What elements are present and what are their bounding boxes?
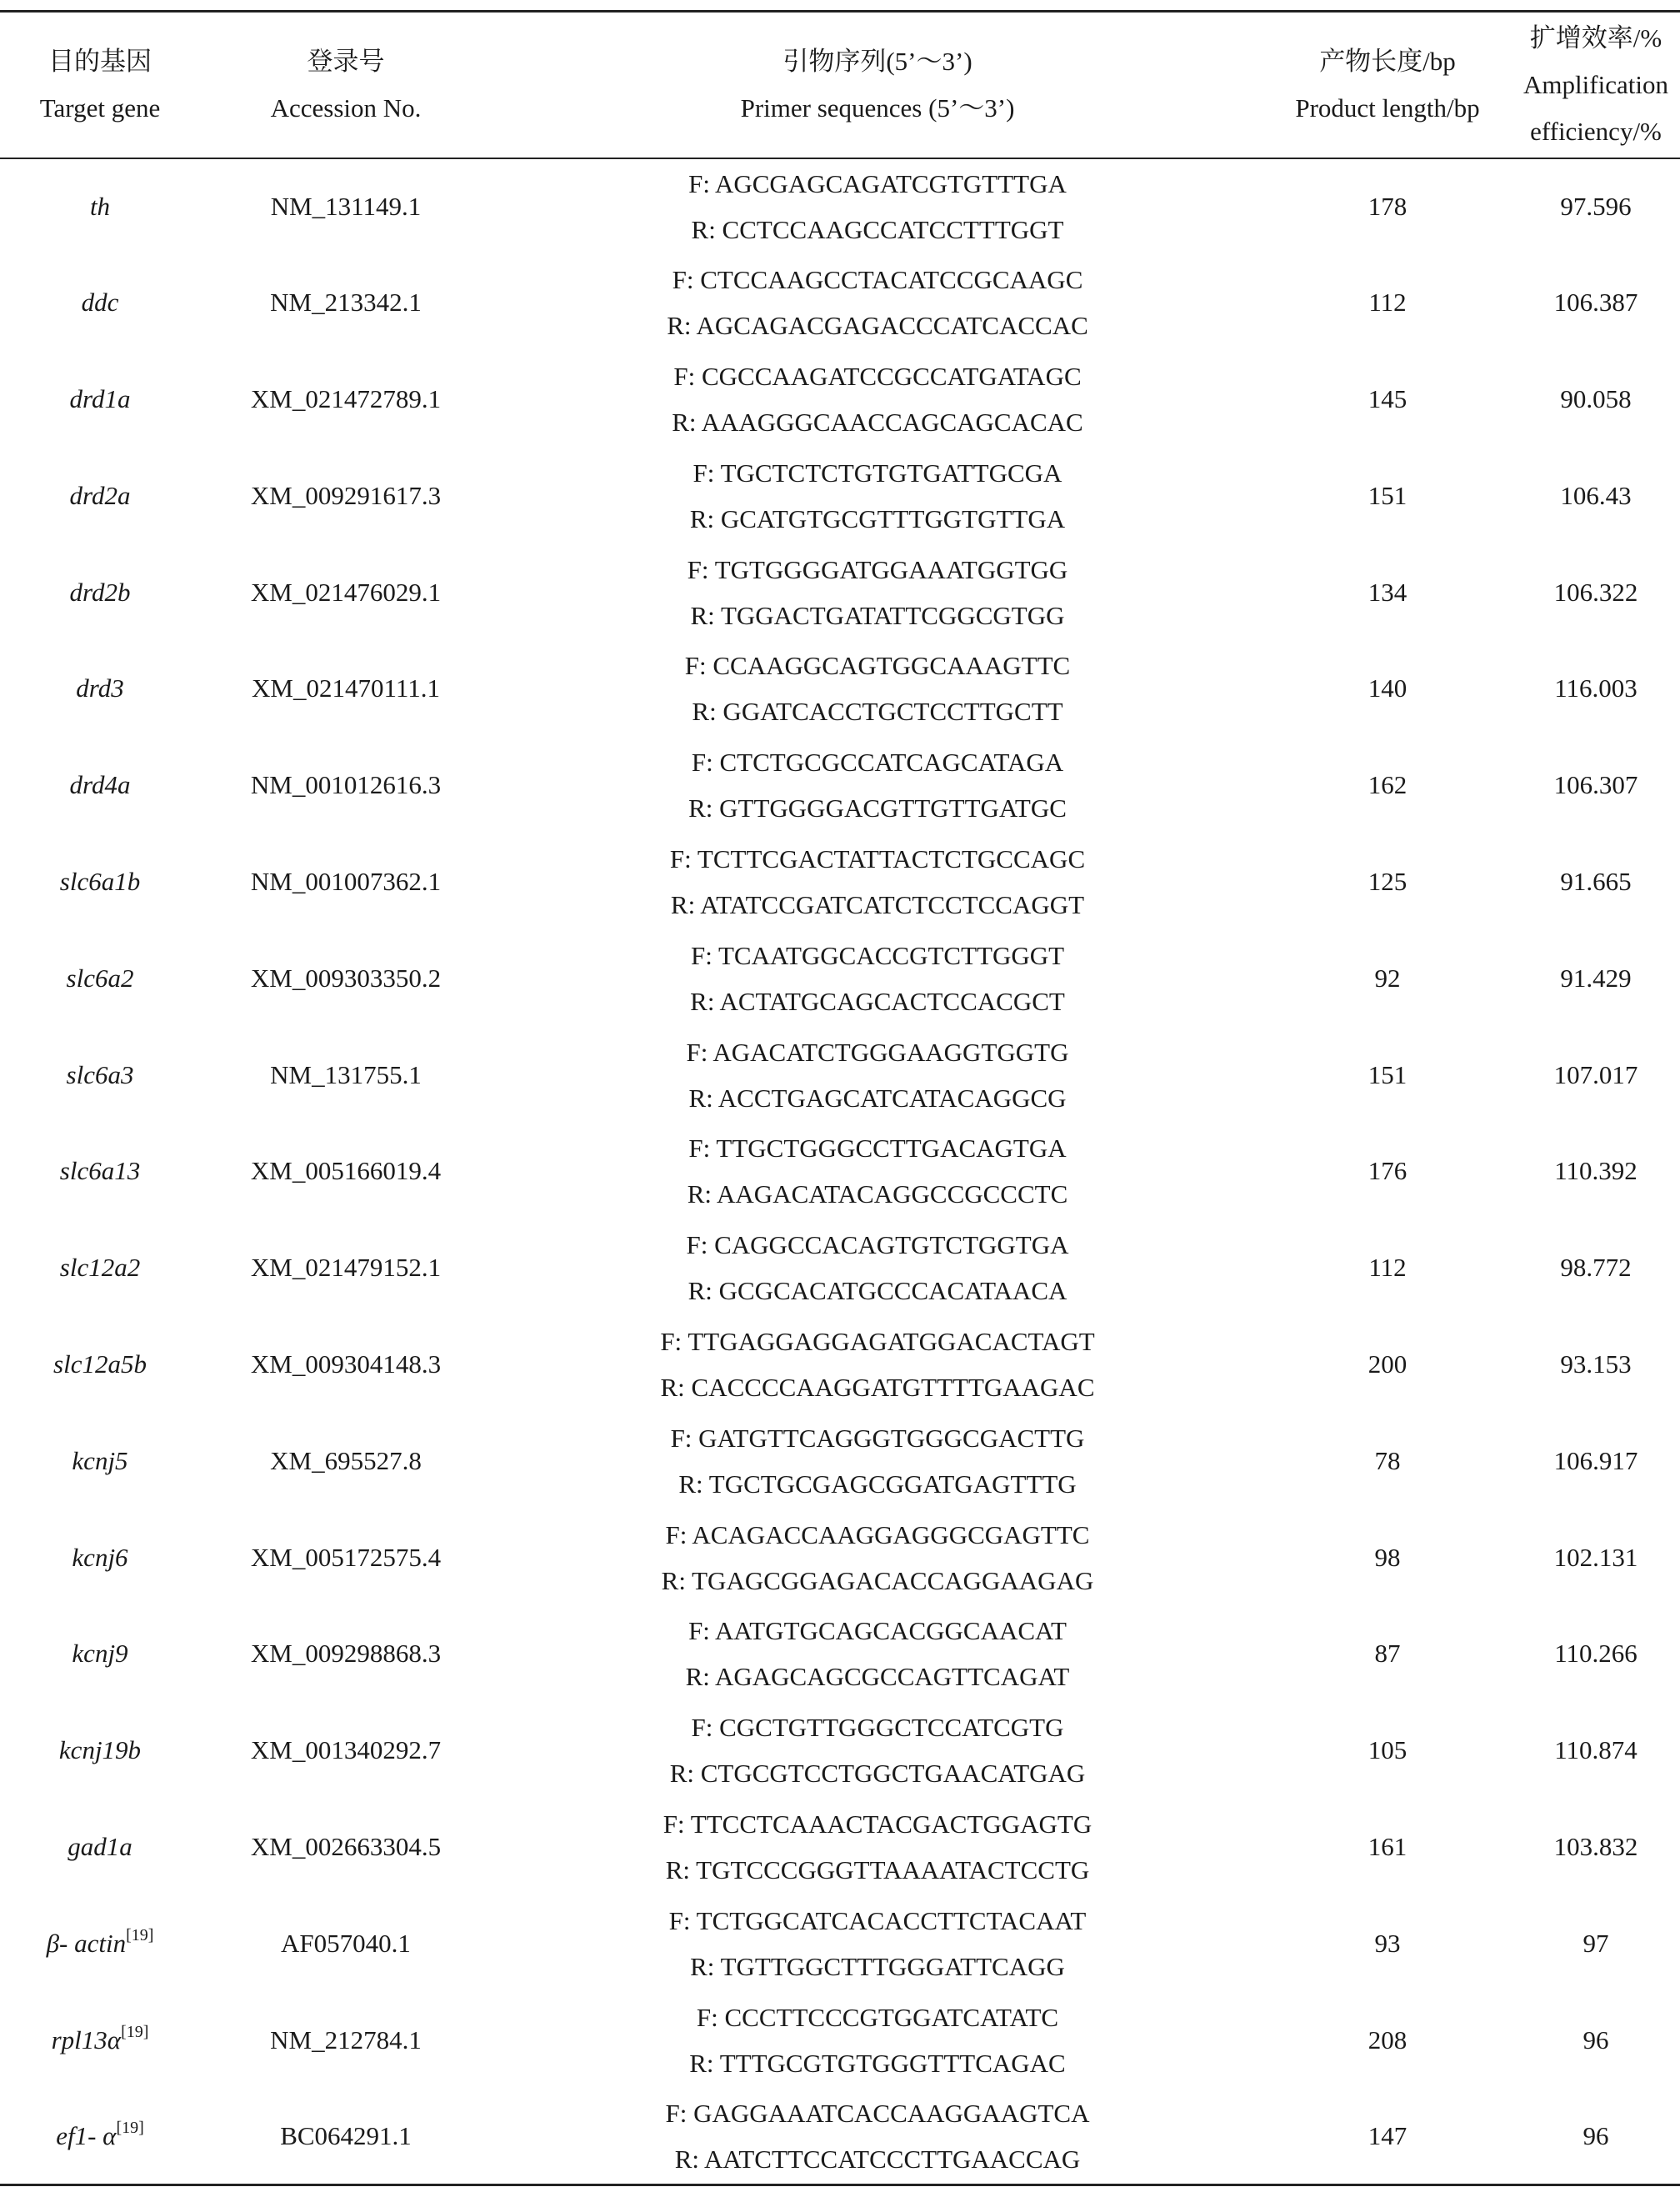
forward-primer: F: GAGGAAATCACCAAGGAAGTCA: [665, 2098, 1090, 2128]
gene-cell: [0, 930, 200, 1027]
accession-cell: BC064291.1: [200, 2088, 492, 2184]
gene-name: rpl13α: [51, 2024, 122, 2054]
accession-cell: XM_009298868.3: [250, 1639, 442, 1669]
header-product-length: [1263, 12, 1512, 158]
gene-cell: [0, 1413, 200, 1509]
accession-cell: XM_021479152.1: [250, 1253, 442, 1283]
gene-name: kcnj6: [72, 1542, 128, 1572]
table-row: [0, 351, 1680, 448]
gene-cell: [0, 158, 200, 255]
primer-cell: [492, 640, 1263, 737]
gene-reference: [19]: [126, 1925, 154, 1944]
forward-primer: F: TTGAGGAGGAGATGGACACTAGT: [660, 1326, 1095, 1356]
accession-cell: XM_001340292.7: [250, 1735, 442, 1765]
product-length-cell: 134: [1368, 577, 1408, 607]
efficiency-cell: 97: [1582, 1928, 1609, 1958]
accession-cell: XM_002663304.5: [250, 1831, 442, 1861]
header-efficiency: [1512, 12, 1680, 158]
table-row: [0, 1895, 1680, 1992]
reverse-primer: R: ACTATGCAGCACTCCACGCT: [690, 986, 1065, 1016]
header-target-gene: [0, 12, 200, 158]
forward-primer: F: CCAAGGCAGTGGCAAAGTTC: [684, 651, 1071, 681]
product-length-cell: 147: [1263, 2088, 1512, 2184]
gene-cell: [0, 737, 200, 833]
reverse-primer: R: ACCTGAGCATCATACAGGCG: [688, 1083, 1067, 1113]
efficiency-cell: 93.153: [1560, 1349, 1632, 1379]
accession-cell: NM_131149.1: [270, 191, 422, 221]
accession-cell: XM_005166019.4: [250, 1156, 442, 1186]
forward-primer: F: TCTTCGACTATTACTCTGCCAGC: [669, 843, 1086, 873]
product-length-cell: 161: [1368, 1831, 1408, 1861]
gene-name: ef1- α: [56, 2120, 117, 2150]
gene-name: slc6a13: [59, 1156, 141, 1186]
accession-cell: XM_695527.8: [270, 1445, 422, 1475]
header-target-gene-en: Target gene: [39, 93, 161, 123]
accession-cell: NM_001007362.1: [250, 866, 442, 896]
gene-name: drd2b: [69, 577, 131, 607]
product-length-cell: 178: [1368, 191, 1408, 221]
gene-name: th: [89, 191, 111, 221]
gene-name: drd2a: [69, 480, 131, 510]
header-product-length-zh: 产物长度/bp: [1319, 46, 1456, 76]
forward-primer: F: CTCCAAGCCTACATCCGCAAGC: [672, 265, 1083, 295]
efficiency-cell: 110.392: [1554, 1156, 1638, 1186]
table-row: [0, 1413, 1680, 1509]
gene-reference: [19]: [116, 2118, 144, 2137]
primer-cell: [492, 254, 1263, 351]
product-length-cell: 87: [1374, 1639, 1401, 1669]
reverse-primer: R: GTTGGGGACGTTGTTGATGC: [688, 793, 1067, 823]
table-row: [0, 1219, 1680, 1316]
primer-cell: [492, 158, 1263, 255]
gene-cell: [0, 1027, 200, 1124]
efficiency-cell: 106.43: [1560, 480, 1632, 510]
primer-cell: [492, 1316, 1263, 1413]
gene-cell: [0, 254, 200, 351]
gene-cell: [0, 1509, 200, 1606]
accession-cell: AF057040.1: [281, 1928, 411, 1958]
accession-cell: XM_021472789.1: [250, 383, 442, 413]
primer-table: [0, 10, 1680, 2186]
table-row: [0, 737, 1680, 833]
header-product-length-en: Product length/bp: [1295, 93, 1480, 123]
efficiency-cell: 110.266: [1554, 1639, 1638, 1669]
product-length-cell: 200: [1368, 1349, 1408, 1379]
reverse-primer: R: TGTCCCGGGTTAAAATACTCCTG: [665, 1854, 1090, 1884]
gene-name: slc12a2: [59, 1253, 141, 1283]
table-row: [0, 1123, 1680, 1219]
primer-cell: [492, 1413, 1263, 1509]
primer-table-container: [0, 10, 1680, 2186]
gene-cell: [0, 1605, 200, 1702]
accession-cell: NM_001012616.3: [250, 770, 442, 800]
forward-primer: F: CCCTTCCCGTGGATCATATC: [696, 2002, 1059, 2032]
forward-primer: F: TTGCTGGGCCTTGACAGTGA: [688, 1134, 1067, 1164]
reverse-primer: R: AGAGCAGCGCCAGTTCAGAT: [685, 1662, 1070, 1692]
forward-primer: F: AGCGAGCAGATCGTGTTTGA: [688, 168, 1067, 198]
accession-cell: XM_009291617.3: [250, 480, 442, 510]
product-length-cell: 78: [1374, 1445, 1401, 1475]
table-body: [0, 158, 1680, 2185]
gene-name: gad1a: [68, 1831, 132, 1861]
primer-cell: [492, 737, 1263, 833]
table-row: [0, 1509, 1680, 1606]
header-primer: [492, 12, 1263, 158]
accession-cell: NM_131755.1: [270, 1059, 422, 1089]
primer-cell: [492, 2088, 1263, 2184]
product-length-cell: 105: [1368, 1735, 1408, 1765]
reverse-primer: R: TGTTGGCTTTGGGATTCAGG: [690, 1951, 1065, 1981]
efficiency-cell: 96: [1512, 2088, 1680, 2184]
forward-primer: F: CTCTGCGCCATCAGCATAGA: [691, 748, 1064, 778]
gene-cell: [0, 351, 200, 448]
forward-primer: F: CGCTGTTGGGCTCCATCGTG: [691, 1713, 1064, 1743]
reverse-primer: R: GCGCACATGCCCACATAACA: [688, 1276, 1068, 1306]
efficiency-cell: 106.307: [1553, 770, 1638, 800]
product-length-cell: 162: [1368, 770, 1408, 800]
gene-name: β- actin: [46, 1928, 127, 1958]
table-row: [0, 640, 1680, 737]
gene-name: slc6a1b: [59, 866, 141, 896]
primer-cell: [492, 833, 1263, 930]
accession-cell: XM_021470111.1: [252, 673, 440, 703]
forward-primer: F: TGCTCTCTGTGTGATTGCGA: [692, 458, 1062, 488]
gene-reference: [19]: [121, 2022, 149, 2041]
gene-cell: [0, 544, 200, 641]
header-accession: [200, 12, 492, 158]
primer-cell: [492, 1123, 1263, 1219]
efficiency-cell: 98.772: [1560, 1253, 1632, 1283]
gene-cell: [0, 1799, 200, 1895]
product-length-cell: 208: [1368, 2024, 1408, 2054]
primer-cell: [492, 1219, 1263, 1316]
table-row: [0, 930, 1680, 1027]
primer-cell: [492, 544, 1263, 641]
table-row: [0, 1702, 1680, 1799]
product-length-cell: 176: [1368, 1156, 1408, 1186]
gene-name: drd3: [76, 673, 124, 703]
accession-cell: XM_021476029.1: [250, 577, 442, 607]
product-length-cell: 125: [1368, 866, 1408, 896]
gene-cell: [0, 1992, 200, 2089]
product-length-cell: 140: [1368, 673, 1408, 703]
product-length-cell: 151: [1368, 480, 1408, 510]
table-row: [0, 1027, 1680, 1124]
gene-name: slc6a2: [66, 963, 134, 993]
header-row: [0, 12, 1680, 158]
product-length-cell: 92: [1374, 963, 1401, 993]
primer-cell: [492, 1509, 1263, 1606]
reverse-primer: R: TGAGCGGAGACACCAGGAAGAG: [661, 1565, 1094, 1595]
gene-name: drd1a: [69, 383, 131, 413]
gene-cell: [0, 2088, 200, 2184]
header-efficiency-en1: Amplification: [1523, 69, 1668, 99]
reverse-primer: R: AAAGGGCAACCAGCAGCACAC: [672, 407, 1083, 437]
header-target-gene-zh: 目的基因: [48, 46, 152, 76]
primer-cell: [492, 1702, 1263, 1799]
primer-cell: [492, 351, 1263, 448]
forward-primer: F: TCTGGCATCACACCTTCTACAAT: [668, 1905, 1087, 1935]
primer-cell: [492, 1992, 1263, 2089]
header-accession-en: Accession No.: [270, 93, 422, 123]
table-row: [0, 833, 1680, 930]
efficiency-cell: 106.322: [1553, 577, 1638, 607]
efficiency-cell: 103.832: [1553, 1831, 1638, 1861]
header-accession-zh: 登录号: [307, 46, 385, 76]
product-length-cell: 93: [1374, 1928, 1401, 1958]
gene-name: slc6a3: [66, 1059, 134, 1089]
table-row: [0, 158, 1680, 255]
accession-cell: XM_009303350.2: [250, 963, 442, 993]
forward-primer: F: TGTGGGGATGGAAATGGTGG: [687, 554, 1068, 584]
gene-name: slc12a5b: [53, 1349, 147, 1379]
header-primer-en: Primer sequences (5’～3’): [740, 93, 1015, 123]
table-row: [0, 1992, 1680, 2089]
accession-cell: XM_009304148.3: [250, 1349, 442, 1379]
primer-cell: [492, 1027, 1263, 1124]
reverse-primer: R: TGGACTGATATTCGGCGTGG: [690, 600, 1065, 630]
efficiency-cell: 96: [1582, 2024, 1609, 2054]
table-row: [0, 2088, 1680, 2184]
accession-cell: XM_005172575.4: [250, 1542, 442, 1572]
table-row: [0, 1316, 1680, 1413]
table-row: [0, 448, 1680, 544]
header-efficiency-en2: efficiency/%: [1530, 116, 1662, 146]
header-primer-zh: 引物序列(5’～3’): [782, 46, 972, 76]
efficiency-cell: 106.387: [1553, 288, 1638, 318]
gene-name: drd4a: [69, 770, 131, 800]
accession-cell: NM_212784.1: [270, 2024, 422, 2054]
reverse-primer: R: CTGCGTCCTGGCTGAACATGAG: [669, 1759, 1086, 1789]
reverse-primer: R: TGCTGCGAGCGGATGAGTTTG: [678, 1469, 1077, 1499]
gene-cell: [0, 640, 200, 737]
forward-primer: F: CAGGCCACAGTGTCTGGTGA: [686, 1230, 1069, 1260]
reverse-primer: R: GGATCACCTGCTCCTTGCTT: [692, 697, 1063, 727]
table-row: [0, 1799, 1680, 1895]
product-length-cell: 112: [1368, 288, 1407, 318]
gene-name: kcnj9: [72, 1639, 128, 1669]
reverse-primer: R: TTTGCGTGTGGGTTTCAGAC: [689, 2048, 1066, 2078]
primer-cell: [492, 930, 1263, 1027]
forward-primer: F: ACAGACCAAGGAGGGCGAGTTC: [665, 1519, 1090, 1549]
forward-primer: F: AGACATCTGGGAAGGTGGTG: [686, 1037, 1069, 1067]
forward-primer: F: TTCCTCAAACTACGACTGGAGTG: [662, 1809, 1092, 1839]
table-header: [0, 12, 1680, 158]
reverse-primer: R: AGCAGACGAGACCCATCACCAC: [667, 311, 1088, 341]
header-efficiency-zh: 扩增效率/%: [1529, 23, 1662, 53]
product-length-cell: 98: [1374, 1542, 1401, 1572]
gene-cell: [0, 1219, 200, 1316]
reverse-primer: R: AATCTTCCATCCCTTGAACCAG: [674, 2144, 1081, 2174]
efficiency-cell: 90.058: [1560, 383, 1632, 413]
reverse-primer: R: ATATCCGATCATCTCCTCCAGGT: [670, 889, 1085, 919]
accession-cell: NM_213342.1: [270, 288, 422, 318]
gene-name: kcnj5: [72, 1445, 128, 1475]
gene-name: ddc: [81, 288, 119, 318]
gene-cell: [0, 1123, 200, 1219]
efficiency-cell: 91.665: [1560, 866, 1632, 896]
efficiency-cell: 102.131: [1553, 1542, 1638, 1572]
table-row: [0, 1605, 1680, 1702]
gene-cell: [0, 833, 200, 930]
forward-primer: F: AATGTGCAGCACGGCAACAT: [688, 1616, 1067, 1646]
gene-name: kcnj19b: [58, 1735, 142, 1765]
primer-cell: [492, 1799, 1263, 1895]
efficiency-cell: 110.874: [1554, 1735, 1638, 1765]
gene-cell: [0, 1316, 200, 1413]
forward-primer: F: GATGTTCAGGGTGGGCGACTTG: [670, 1423, 1085, 1453]
primer-cell: [492, 1895, 1263, 1992]
efficiency-cell: 97.596: [1560, 191, 1632, 221]
efficiency-cell: 116.003: [1554, 673, 1638, 703]
gene-cell: [0, 1702, 200, 1799]
table-row: [0, 254, 1680, 351]
reverse-primer: R: CACCCCAAGGATGTTTTGAAGAC: [660, 1372, 1095, 1402]
efficiency-cell: 106.917: [1553, 1445, 1638, 1475]
primer-cell: [492, 1605, 1263, 1702]
reverse-primer: R: AAGACATACAGGCCGCCCTC: [687, 1179, 1068, 1209]
table-row: [0, 544, 1680, 641]
primer-cell: [492, 448, 1263, 544]
product-length-cell: 145: [1368, 383, 1408, 413]
efficiency-cell: 107.017: [1553, 1059, 1638, 1089]
gene-cell: [0, 1895, 200, 1992]
gene-cell: [0, 448, 200, 544]
forward-primer: F: CGCCAAGATCCGCCATGATAGC: [673, 361, 1082, 391]
forward-primer: F: TCAATGGCACCGTCTTGGGT: [690, 940, 1065, 970]
efficiency-cell: 91.429: [1560, 963, 1632, 993]
product-length-cell: 151: [1368, 1059, 1408, 1089]
reverse-primer: R: GCATGTGCGTTTGGTGTTGA: [689, 503, 1066, 533]
product-length-cell: 112: [1368, 1253, 1407, 1283]
reverse-primer: R: CCTCCAAGCCATCCTTTGGT: [691, 214, 1064, 244]
